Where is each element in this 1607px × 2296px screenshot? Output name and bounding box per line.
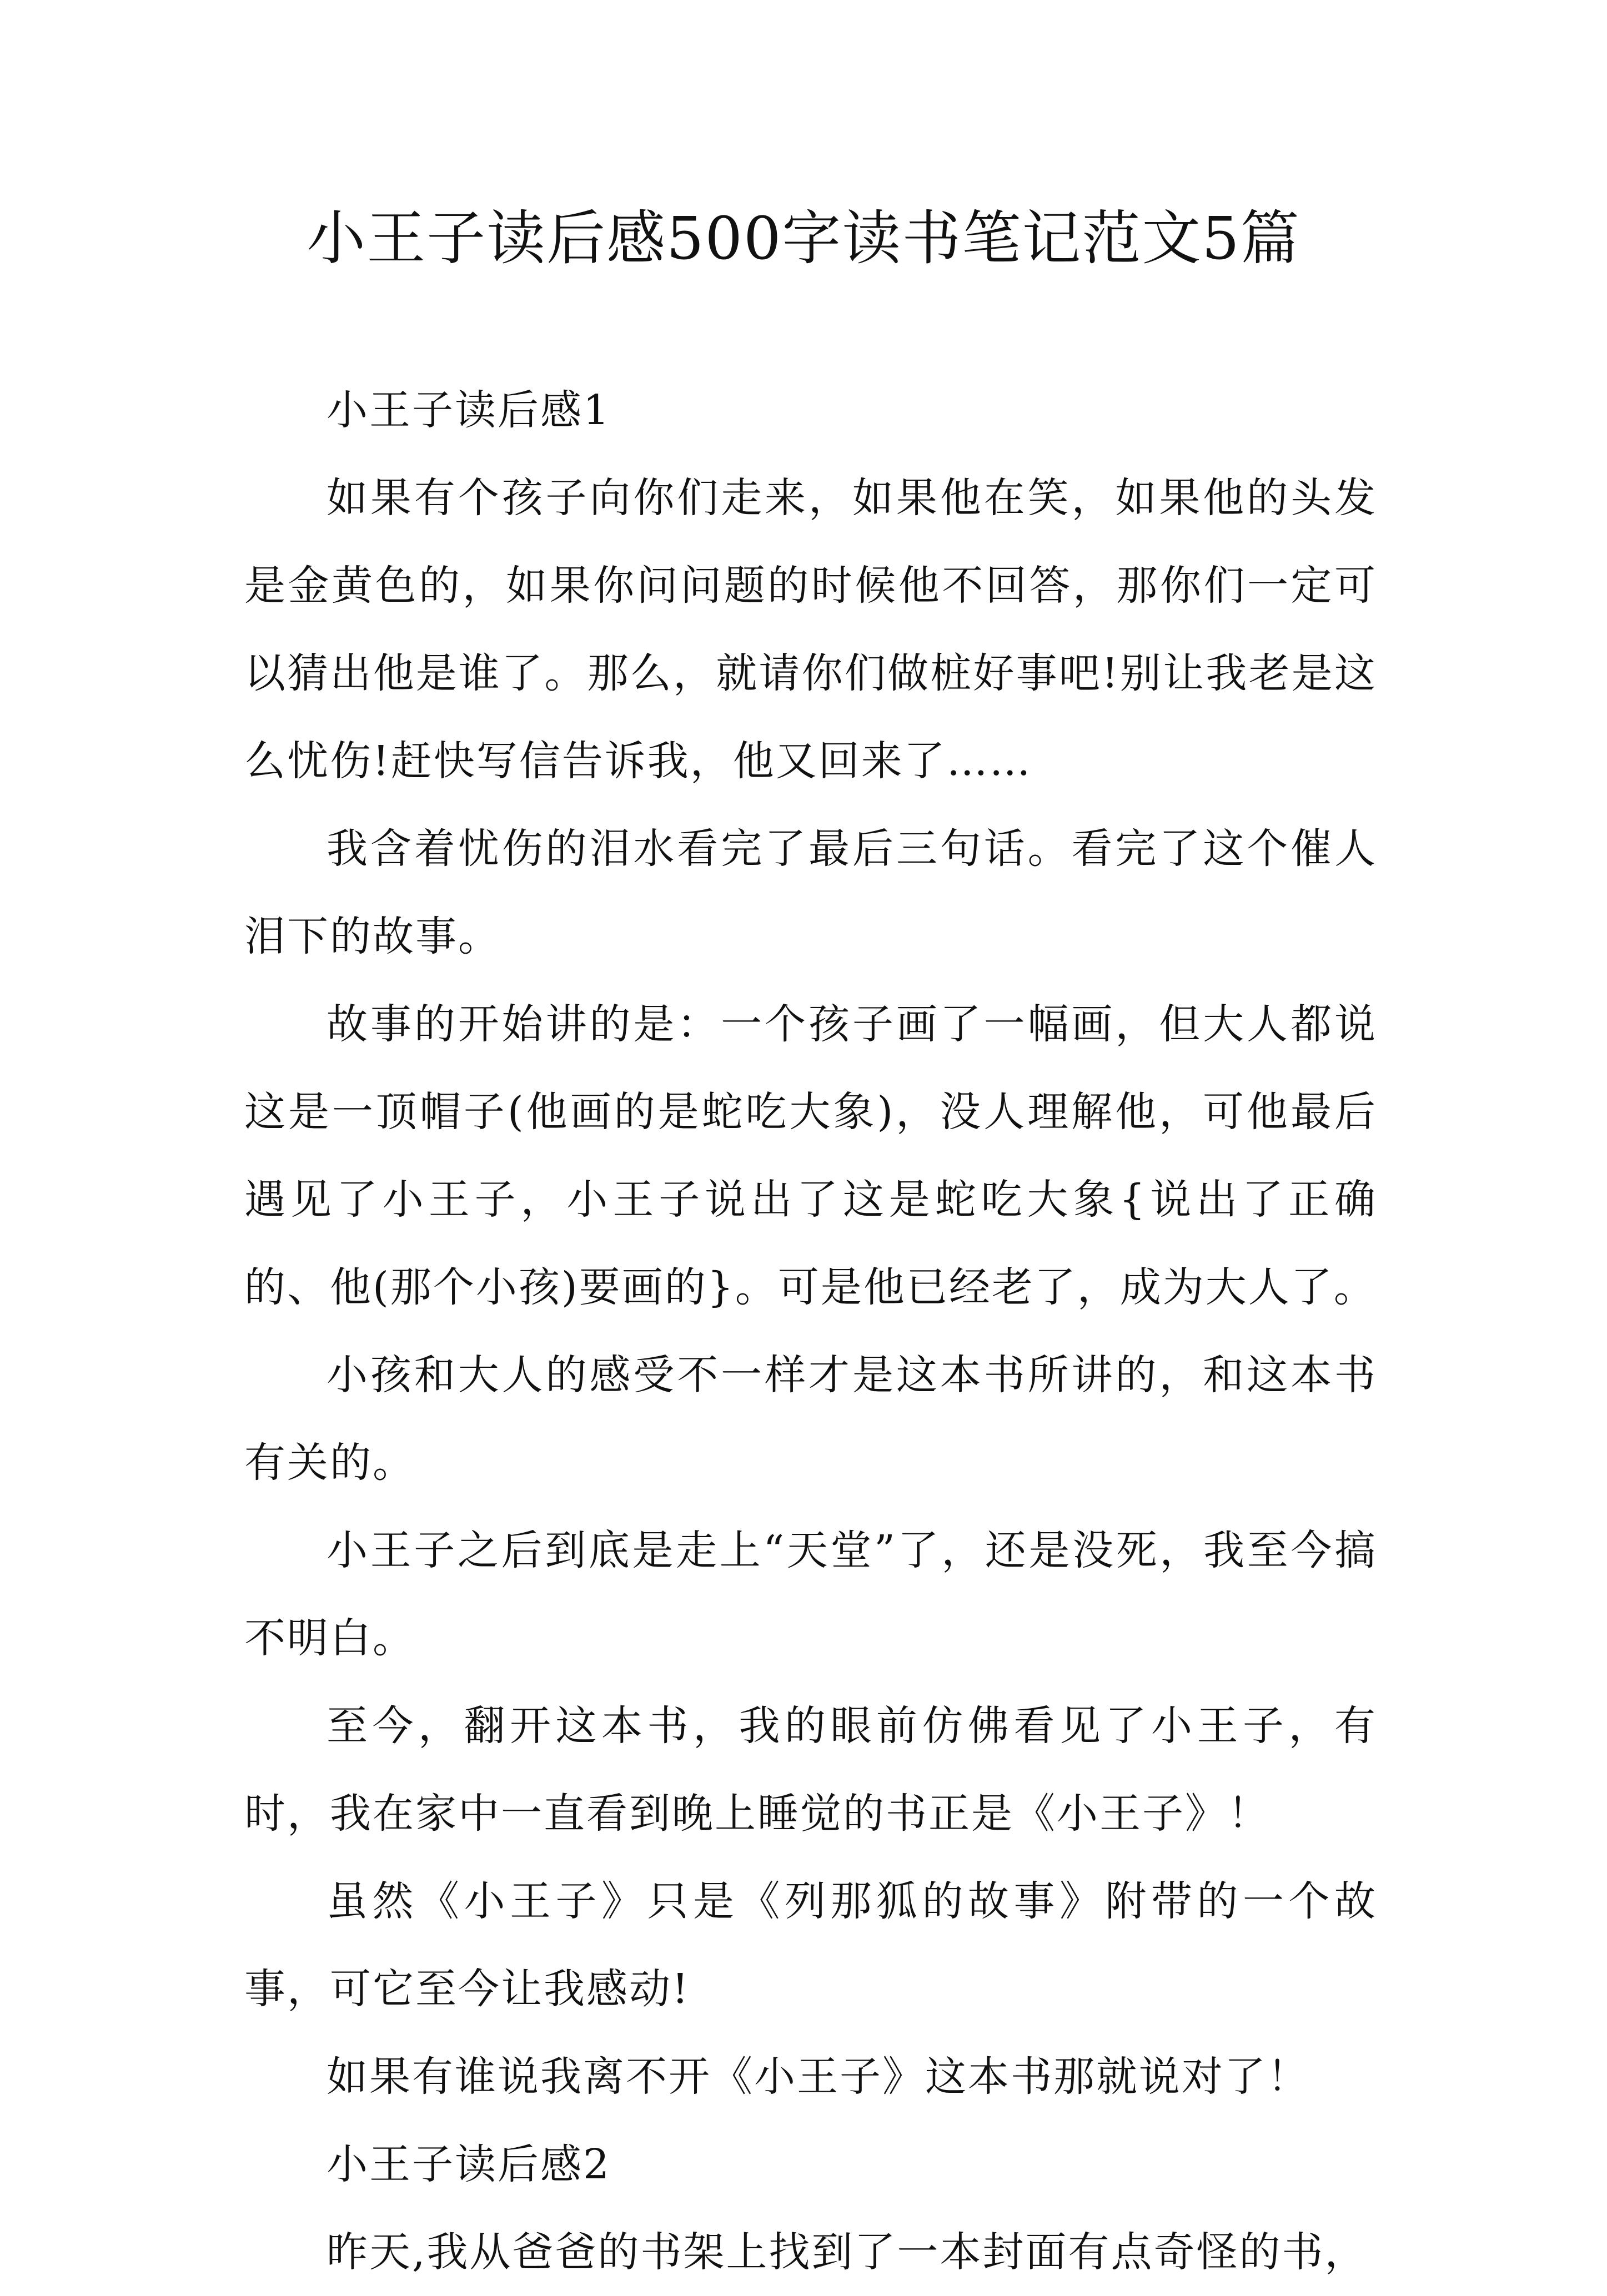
section-heading: 小王子读后感2 [327, 2141, 611, 2188]
document-body [244, 366, 1377, 2296]
paragraph: 虽然《小王子》只是《列那狐的故事》附带的一个故事，可它至今让我感动! [244, 1877, 1377, 2013]
paragraph: 至今，翻开这本书，我的眼前仿佛看见了小王子，有时，我在家中一直看到晚上睡觉的书正是《小王子》！ [244, 1702, 1377, 1837]
paragraph: 昨天,我从爸爸的书架上找到了一本封面有点奇怪的书， [327, 2228, 1368, 2276]
paragraph: 小王子之后到底是走上“天堂”了，还是没死，我至今搞不明白。 [244, 1527, 1377, 1662]
paragraph: 故事的开始讲的是：一个孩子画了一幅画，但大人都说这是一顶帽子(他画的是蛇吃大象)，没人理解他，可他最后遇见了小王子，小王子说出了这是蛇吃大象{说出了正确的、他(那个小孩)要画的}。可是他已经老了，成为大人了。 [244, 1000, 1377, 1311]
paragraph: 如果有谁说我离不开《小王子》这本书那就说对了！ [327, 2053, 1310, 2101]
paragraph: 小孩和大人的感受不一样才是这本书所讲的，和这本书有关的。 [244, 1351, 1377, 1487]
paragraph: 我含着忧伤的泪水看完了最后三句话。看完了这个催人泪下的故事。 [244, 825, 1377, 960]
paragraph: 如果有个孩子向你们走来，如果他在笑，如果他的头发是金黄色的，如果你问问题的时候他不回答，那你们一定可以猜出他是谁了。那么，就请你们做桩好事吧!别让我老是这么忧伤!赶快写信告诉我，他又回来了…… [244, 474, 1377, 785]
document-title: 小王子读后感500字读书笔记范文5篇 [307, 204, 1300, 273]
section-heading: 小王子读后感1 [327, 386, 611, 434]
